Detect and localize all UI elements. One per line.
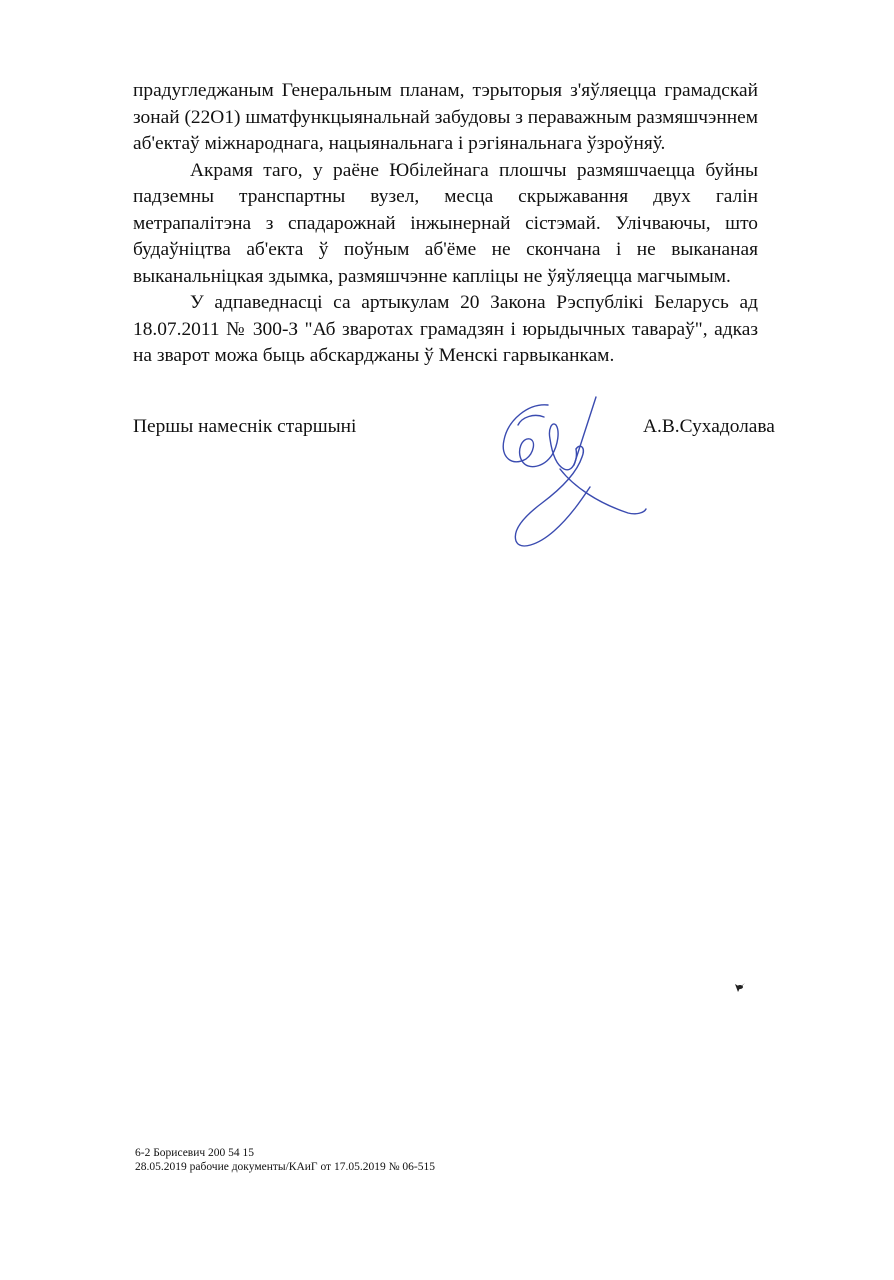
signoff-block — [133, 414, 813, 444]
paragraph-appeal-rights: У адпаведнасці са артыкулам 20 Закона Рэспублікі Беларусь ад 18.07.2011 № 300-З "Аб зваротах грамадзян і юрыдычных тавараў", адказ на зварот можа быць абскарджаны ў Менскі гарвыканкам. — [133, 292, 758, 366]
ink-speck-icon — [733, 980, 747, 994]
paragraph-transport-node: Акрамя таго, у раёне Юбілейнага плошчы размяшчаецца буйны падземны транспартны вузел, месца скрыжавання двух галін метрапалітэна з спадарожнай інжынернай сістэмай. Улічваючы, што будаўніцтва аб'екта ў поўным аб'ёме не скончана і не выкананая выканальніцкая здымка, размяшчэнне капліцы не ўяўляецца магчымым. — [133, 159, 758, 287]
footer-notes — [135, 1146, 435, 1174]
signer-position: Першы намеснік старшыні — [133, 416, 357, 437]
executor-line: 6-2 Борисевич 200 54 15 — [135, 1147, 255, 1159]
signature-icon — [478, 395, 648, 555]
file-reference-line: 28.05.2019 рабочие документы/КАиГ от 17.05.2019 № 06-515 — [135, 1161, 436, 1173]
paragraph-zoning: прадугледжаным Генеральным планам, тэрыторыя з'яўляецца грамадскай зонай (22О1) шматфункцыянальнай забудовы з пераважным размяшчэннем аб'ектаў міжнароднага, нацыянальнага і рэгіянальнага ўзроўняў. — [133, 80, 758, 154]
letter-body — [133, 78, 758, 370]
signer-name: А.В.Сухадолава — [643, 416, 775, 437]
